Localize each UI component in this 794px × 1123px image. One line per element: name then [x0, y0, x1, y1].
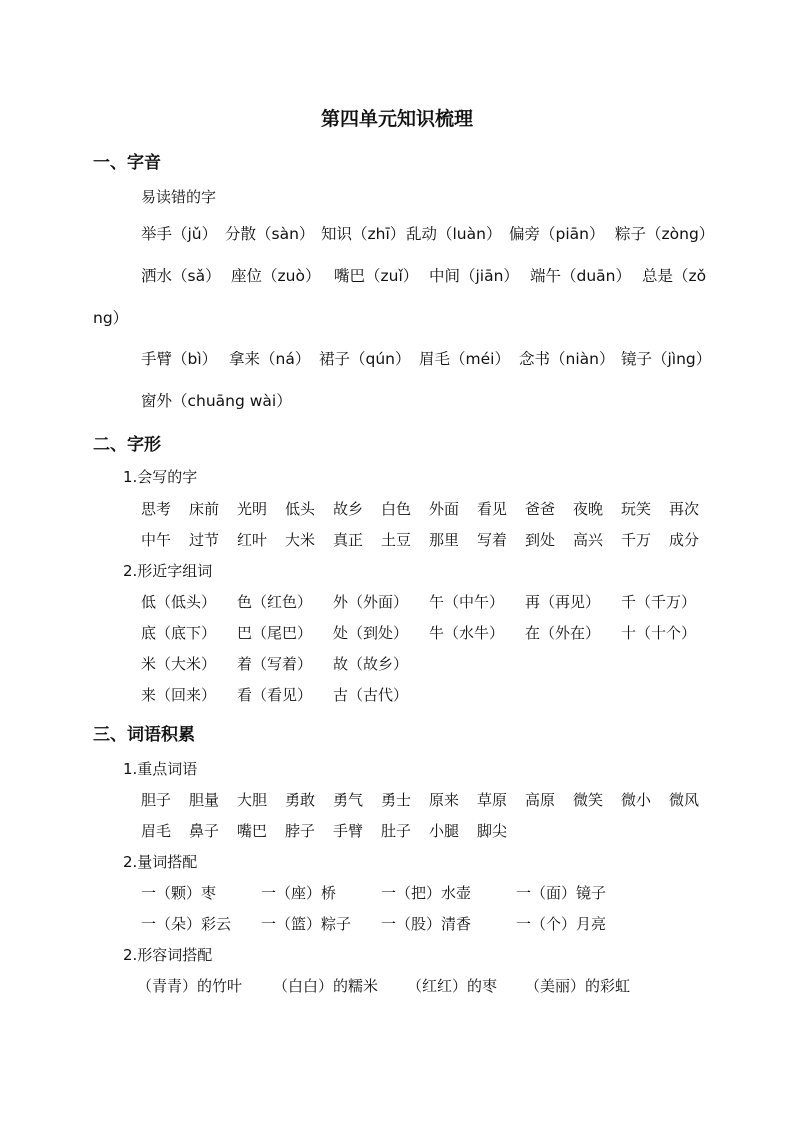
pinyin-item: 洒水（sǎ）	[141, 267, 221, 285]
similar-item: 古（古代）	[333, 686, 409, 704]
page-title: 第四单元知识梳理	[320, 108, 473, 130]
word-item: 高原	[525, 791, 556, 809]
similar-item: 故（故乡）	[333, 655, 409, 673]
measure-item: 一（颗）枣	[141, 884, 217, 902]
similar-item: 外（外面）	[333, 593, 409, 611]
pinyin-item: 嘴巴（zuǐ）	[334, 267, 419, 285]
similar-item: 十（十个）	[621, 624, 697, 642]
word-item: 千万	[621, 531, 652, 549]
word-item: 写着	[477, 531, 508, 549]
similar-item: 着（写着）	[237, 655, 313, 673]
pinyin-item: 分散（sàn）	[225, 225, 315, 243]
pinyin-item: 手臂（bì）	[141, 350, 218, 368]
adjective-item: （美丽）的彩虹	[525, 977, 631, 995]
adjective-item: （红红）的枣	[407, 977, 498, 995]
pinyin-item: 总是（zǒ	[642, 267, 707, 285]
word-item: 低头	[285, 500, 316, 518]
subheading-similar-chars: 2.形近字组词	[123, 562, 213, 580]
word-item: 玩笑	[621, 500, 652, 518]
word-item: 大胆	[237, 791, 268, 809]
similar-item: 处（到处）	[333, 624, 409, 642]
word-item: 看见	[477, 500, 508, 518]
word-item: 过节	[189, 531, 220, 549]
subheading-can-write: 1.会写的字	[123, 468, 198, 486]
word-item: 床前	[189, 500, 220, 518]
word-item: 夜晚	[573, 500, 604, 518]
word-item: 那里	[429, 531, 460, 549]
pinyin-row-2-wrap: ng）	[93, 309, 129, 327]
word-item: 大米	[285, 531, 316, 549]
measure-item: 一（把）水壶	[381, 884, 472, 902]
word-item: 微小	[621, 791, 652, 809]
word-item: 微风	[669, 791, 700, 809]
pinyin-item: 偏旁（piān）	[509, 225, 605, 243]
pinyin-item: 镜子（jìng）	[621, 350, 712, 368]
pinyin-item: 端午（duān）	[530, 267, 631, 285]
word-item: 鼻子	[189, 822, 220, 840]
word-item: 故乡	[333, 500, 364, 518]
word-item: 勇士	[381, 791, 412, 809]
similar-item: 在（外在）	[525, 624, 601, 642]
word-item: 到处	[525, 531, 556, 549]
word-item: 手臂	[333, 822, 364, 840]
word-item: 原来	[429, 791, 460, 809]
similar-item: 底（底下）	[141, 624, 217, 642]
word-item: 光明	[237, 500, 268, 518]
similar-item: 来（回来）	[141, 686, 217, 704]
word-item: 红叶	[237, 531, 268, 549]
pinyin-item: 粽子（zòng）	[615, 225, 715, 243]
word-item: 小腿	[429, 822, 460, 840]
subheading-easy-misread: 易读错的字	[141, 188, 217, 206]
similar-item: 牛（水牛）	[429, 624, 505, 642]
word-item: 真正	[333, 531, 364, 549]
word-item: 嘴巴	[237, 822, 268, 840]
measure-item: 一（面）镜子	[516, 884, 607, 902]
word-item: 再次	[669, 500, 700, 518]
measure-item: 一（篮）粽子	[261, 915, 352, 933]
subheading-key-words: 1.重点词语	[123, 760, 198, 778]
word-item: 脖子	[285, 822, 316, 840]
similar-item: 低（低头）	[141, 593, 217, 611]
word-item: 肚子	[381, 822, 412, 840]
pinyin-item: 中间（jiān）	[429, 267, 519, 285]
section-heading-zi-xing: 二、字形	[93, 435, 161, 455]
pinyin-item: 知识（zhī）	[321, 225, 406, 243]
similar-item: 千（千万）	[621, 593, 697, 611]
subheading-adjectives: 2.形容词搭配	[123, 946, 213, 964]
word-item: 爸爸	[525, 500, 556, 518]
word-item: 白色	[381, 500, 412, 518]
word-item: 勇气	[333, 791, 364, 809]
word-item: 草原	[477, 791, 508, 809]
similar-item: 巴（尾巴）	[237, 624, 313, 642]
word-item: 外面	[429, 500, 460, 518]
pinyin-item: 拿来（ná）	[229, 350, 311, 368]
measure-item: 一（朵）彩云	[141, 915, 232, 933]
word-item: 微笑	[573, 791, 604, 809]
pinyin-item: 念书（niàn）	[519, 350, 615, 368]
word-item: 成分	[669, 531, 700, 549]
similar-item: 午（中午）	[429, 593, 505, 611]
word-item: 勇敢	[285, 791, 316, 809]
word-item: 思考	[141, 500, 172, 518]
similar-item: 看（看见）	[237, 686, 313, 704]
subheading-measure-words: 2.量词搭配	[123, 853, 198, 871]
word-item: 眉毛	[141, 822, 172, 840]
pinyin-item: 乱动（luàn）	[406, 225, 502, 243]
word-item: 胆量	[189, 791, 220, 809]
word-item: 胆子	[141, 791, 172, 809]
word-item: 中午	[141, 531, 172, 549]
pinyin-item: 座位（zuò）	[231, 267, 321, 285]
pinyin-item: 裙子（qún）	[319, 350, 411, 368]
similar-item: 米（大米）	[141, 655, 217, 673]
section-heading-zi-yin: 一、字音	[93, 153, 161, 173]
similar-item: 再（再见）	[525, 593, 601, 611]
pinyin-item: 举手（jǔ）	[141, 225, 218, 243]
word-item: 脚尖	[477, 822, 508, 840]
word-item: 高兴	[573, 531, 604, 549]
measure-item: 一（座）桥	[261, 884, 337, 902]
adjective-item: （青青）的竹叶	[137, 977, 243, 995]
measure-item: 一（股）清香	[381, 915, 472, 933]
word-item: 土豆	[381, 531, 412, 549]
pinyin-row-4: 窗外（chuāng wài）	[141, 392, 292, 410]
similar-item: 色（红色）	[237, 593, 313, 611]
pinyin-item: 眉毛（méi）	[419, 350, 510, 368]
section-heading-ci-yu: 三、词语积累	[93, 725, 195, 745]
measure-item: 一（个）月亮	[516, 915, 607, 933]
adjective-item: （白白）的糯米	[273, 977, 379, 995]
